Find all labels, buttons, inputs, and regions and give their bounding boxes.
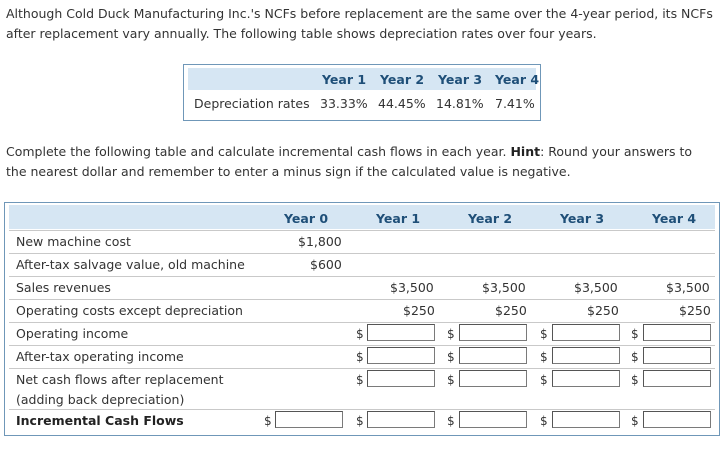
- row-label-operating-income: Operating income: [16, 326, 129, 341]
- operating-income-year-3-input[interactable]: [552, 324, 620, 341]
- incremental-cash-flows-year-3-input[interactable]: [552, 411, 620, 428]
- value-sales-revenues-year-2: $3,500: [482, 280, 526, 295]
- hint-label: Hint: [510, 144, 541, 159]
- dollar-sign: $: [540, 373, 548, 387]
- dep-header-year-3: Year 3: [438, 72, 483, 87]
- row-label-after-tax-operating-income: After-tax operating income: [16, 349, 184, 364]
- header-year-0: Year 0: [284, 211, 329, 226]
- header-year-3: Year 3: [560, 211, 605, 226]
- dep-rate-year-2: 44.45%: [378, 96, 426, 111]
- dep-rate-year-3: 14.81%: [436, 96, 484, 111]
- net-cash-flows-year-4-input[interactable]: [643, 370, 711, 387]
- cash-flow-table: [4, 202, 720, 436]
- dep-header-year-2: Year 2: [380, 72, 425, 87]
- value-operating-costs-year-3: $250: [587, 303, 619, 318]
- dep-rate-year-1: 33.33%: [320, 96, 368, 111]
- dollar-sign: $: [447, 373, 455, 387]
- dollar-sign: $: [540, 414, 548, 428]
- after-tax-operating-income-year-4-input[interactable]: [643, 347, 711, 364]
- intro-text: Although Cold Duck Manufacturing Inc.'s NCFs before replacement are the same over the 4-year period, its NCFs after replacement vary annually. The following table shows depreciation rates over four years.: [6, 6, 713, 41]
- value-new-machine-cost-year-0: $1,800: [298, 234, 342, 249]
- incremental-cash-flows-year-2-input[interactable]: [459, 411, 527, 428]
- row-label-incremental-cash-flows: Incremental Cash Flows: [16, 413, 184, 428]
- dep-header-year-4: Year 4: [495, 72, 540, 87]
- value-after-tax-salvage-year-0: $600: [310, 257, 342, 272]
- depreciation-table: [183, 64, 541, 121]
- dollar-sign: $: [631, 373, 639, 387]
- dollar-sign: $: [356, 327, 364, 341]
- row-label-operating-costs: Operating costs except depreciation: [16, 303, 243, 318]
- dollar-sign: $: [631, 327, 639, 341]
- dep-rate-year-4: 7.41%: [495, 96, 535, 111]
- incremental-cash-flows-year-1-input[interactable]: [367, 411, 435, 428]
- row-label-net-cash-flows-note: (adding back depreciation): [16, 392, 185, 407]
- dollar-sign: $: [356, 373, 364, 387]
- dep-row-label: Depreciation rates: [194, 96, 310, 111]
- value-operating-costs-year-1: $250: [403, 303, 435, 318]
- dollar-sign: $: [447, 327, 455, 341]
- net-cash-flows-year-2-input[interactable]: [459, 370, 527, 387]
- dollar-sign: $: [540, 350, 548, 364]
- dollar-sign: $: [264, 414, 272, 428]
- dollar-sign: $: [631, 414, 639, 428]
- row-label-new-machine-cost: New machine cost: [16, 234, 131, 249]
- net-cash-flows-year-3-input[interactable]: [552, 370, 620, 387]
- instructions-text: Complete the following table and calculate incremental cash flows in each year. Hint: Round your answers to the nearest dollar and remember to enter a minus sign if the calculated value is negative.: [6, 144, 693, 179]
- value-sales-revenues-year-4: $3,500: [666, 280, 710, 295]
- dollar-sign: $: [356, 350, 364, 364]
- header-year-2: Year 2: [468, 211, 513, 226]
- value-sales-revenues-year-1: $3,500: [390, 280, 434, 295]
- cash-flow-table-header: [9, 205, 715, 229]
- operating-income-year-1-input[interactable]: [367, 324, 435, 341]
- row-label-net-cash-flows: Net cash flows after replacement: [16, 372, 224, 387]
- value-operating-costs-year-4: $250: [679, 303, 711, 318]
- dollar-sign: $: [356, 414, 364, 428]
- header-year-4: Year 4: [652, 211, 697, 226]
- dollar-sign: $: [540, 327, 548, 341]
- dollar-sign: $: [447, 350, 455, 364]
- operating-income-year-4-input[interactable]: [643, 324, 711, 341]
- incremental-cash-flows-year-0-input[interactable]: [275, 411, 343, 428]
- row-label-sales-revenues: Sales revenues: [16, 280, 111, 295]
- value-operating-costs-year-2: $250: [495, 303, 527, 318]
- after-tax-operating-income-year-1-input[interactable]: [367, 347, 435, 364]
- incremental-cash-flows-year-4-input[interactable]: [643, 411, 711, 428]
- after-tax-operating-income-year-3-input[interactable]: [552, 347, 620, 364]
- header-year-1: Year 1: [376, 211, 421, 226]
- operating-income-year-2-input[interactable]: [459, 324, 527, 341]
- net-cash-flows-year-1-input[interactable]: [367, 370, 435, 387]
- dollar-sign: $: [631, 350, 639, 364]
- value-sales-revenues-year-3: $3,500: [574, 280, 618, 295]
- dollar-sign: $: [447, 414, 455, 428]
- dep-header-year-1: Year 1: [322, 72, 367, 87]
- after-tax-operating-income-year-2-input[interactable]: [459, 347, 527, 364]
- row-label-after-tax-salvage: After-tax salvage value, old machine: [16, 257, 245, 272]
